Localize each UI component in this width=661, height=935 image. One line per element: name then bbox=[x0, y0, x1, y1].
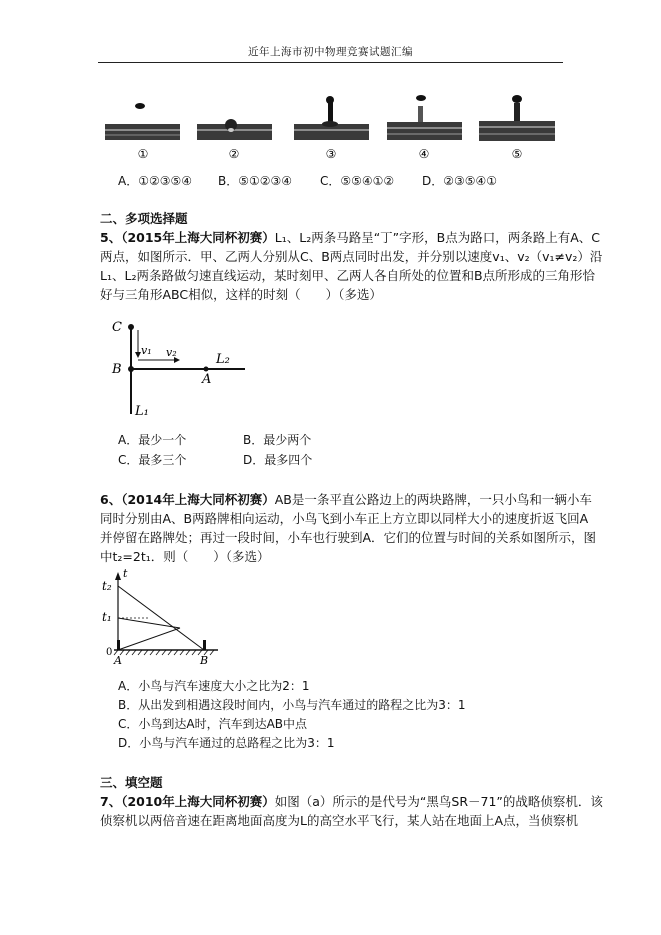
q6-line-1 bbox=[100, 491, 592, 509]
q6-figure bbox=[100, 568, 230, 668]
label-t2: t₂ bbox=[102, 579, 112, 593]
q5-text-3: L₁、L₂两条路做匀速直线运动，某时刻甲、乙两人各自所处的位置和B点所形成的三角形恰 bbox=[100, 268, 596, 283]
q6-text-3: 并停留在路牌处；再过一段时间，小车也行驶到A．它们的位置与时间的关系如图所示，图 bbox=[100, 530, 597, 545]
label-l2: L₂ bbox=[216, 352, 230, 367]
q5-source: 5、（2015年上海大同杯初赛） bbox=[100, 230, 275, 245]
q4-option-b[interactable]: B．⑤①②③④ bbox=[218, 174, 293, 188]
q4-label-3: ③ bbox=[325, 147, 337, 161]
label-l1: L₁ bbox=[135, 404, 149, 419]
bird-return bbox=[118, 618, 180, 628]
q6-source: 6、（2014年上海大同杯初赛） bbox=[100, 492, 275, 507]
q4-option-c[interactable]: C．⑤⑤④①② bbox=[320, 174, 395, 188]
q6-option-a[interactable]: A．小鸟与汽车速度大小之比为2：1 bbox=[118, 679, 310, 693]
label-origin: 0 bbox=[106, 647, 113, 658]
label-v1: v₁ bbox=[141, 344, 152, 357]
bird-outbound bbox=[118, 628, 180, 650]
label-b: B bbox=[200, 654, 209, 667]
q4-label-2: ② bbox=[228, 147, 240, 161]
q4-figure bbox=[100, 94, 560, 162]
q6-text-2: 同时分别由A、B两路牌相向运动，小鸟飞到小车正上方立即以同样大小的速度折返飞回A bbox=[100, 511, 589, 526]
label-c: C bbox=[112, 320, 122, 335]
q7-text-2: 侦察机以两倍音速在距离地面高度为L的高空水平飞行，某人站在地面上A点，当侦察机 bbox=[100, 813, 579, 828]
q5-text-2: 两点，如图所示．甲、乙两人分别从C、B两点同时出发，并分别以速度v₁、v₂（v₁≠v₂）沿 bbox=[100, 249, 603, 264]
q6-text-4: 中t₂=2t₁．则（ ）（多选） bbox=[100, 549, 270, 564]
label-a: A bbox=[114, 654, 122, 667]
q5-text-1: L₁、L₂两条马路呈“丁”字形，B点为路口，两条路上有A、C bbox=[274, 230, 601, 245]
q4-panel-4 bbox=[387, 95, 462, 140]
header-divider bbox=[98, 62, 563, 63]
q6-option-b[interactable]: B．从出发到相遇这段时间内，小鸟与汽车通过的路程之比为3：1 bbox=[118, 698, 466, 712]
q5-text-4: 好与三角形ABC相似，这样的时刻（ ）（多选） bbox=[100, 287, 382, 302]
label-b: B bbox=[112, 362, 122, 377]
section-2-title: 二、多项选择题 bbox=[100, 211, 188, 226]
q5-option-a[interactable]: A．最少一个 bbox=[118, 433, 187, 447]
q5-option-d[interactable]: D．最多四个 bbox=[243, 453, 313, 467]
q4-panel-1 bbox=[105, 103, 180, 140]
point-b bbox=[128, 366, 134, 372]
signpost-b bbox=[203, 640, 206, 650]
q5-figure bbox=[108, 314, 258, 424]
q7-line-1 bbox=[100, 793, 603, 811]
point-a bbox=[204, 367, 209, 372]
q7-text-1: 如图（a）所示的是代号为“黑鸟SR－71”的战略侦察机．该 bbox=[274, 794, 603, 809]
q6-option-d[interactable]: D．小鸟与汽车通过的总路程之比为3：1 bbox=[118, 736, 335, 750]
q4-panel-5 bbox=[479, 95, 555, 141]
label-t1: t₁ bbox=[102, 610, 112, 624]
q4-option-a[interactable]: A．①②③⑤④ bbox=[118, 174, 192, 188]
label-a: A bbox=[202, 372, 212, 387]
q5-line-1 bbox=[100, 229, 601, 247]
q4-label-1: ① bbox=[137, 147, 149, 161]
q4-label-4: ④ bbox=[418, 147, 430, 161]
q4-option-d[interactable]: D．②③⑤④① bbox=[422, 174, 498, 188]
q5-option-c[interactable]: C．最多三个 bbox=[118, 453, 187, 467]
q6-option-c[interactable]: C．小鸟到达A时，汽车到达AB中点 bbox=[118, 717, 308, 731]
q4-label-5: ⑤ bbox=[511, 147, 523, 161]
section-3-title: 三、填空题 bbox=[100, 775, 163, 790]
label-t: t bbox=[123, 568, 128, 580]
q4-panel-3 bbox=[294, 96, 369, 140]
label-v2: v₂ bbox=[166, 346, 177, 359]
q7-source: 7、（2010年上海大同杯初赛） bbox=[100, 794, 275, 809]
signpost-a bbox=[117, 640, 120, 650]
page-header: 近年上海市初中物理竞赛试题汇编 bbox=[248, 46, 413, 58]
point-c bbox=[128, 324, 134, 330]
q6-text-1: AB是一条平直公路边上的两块路牌，一只小鸟和一辆小车 bbox=[274, 492, 592, 507]
q5-option-b[interactable]: B．最少两个 bbox=[243, 433, 312, 447]
q4-panel-2 bbox=[197, 119, 272, 140]
